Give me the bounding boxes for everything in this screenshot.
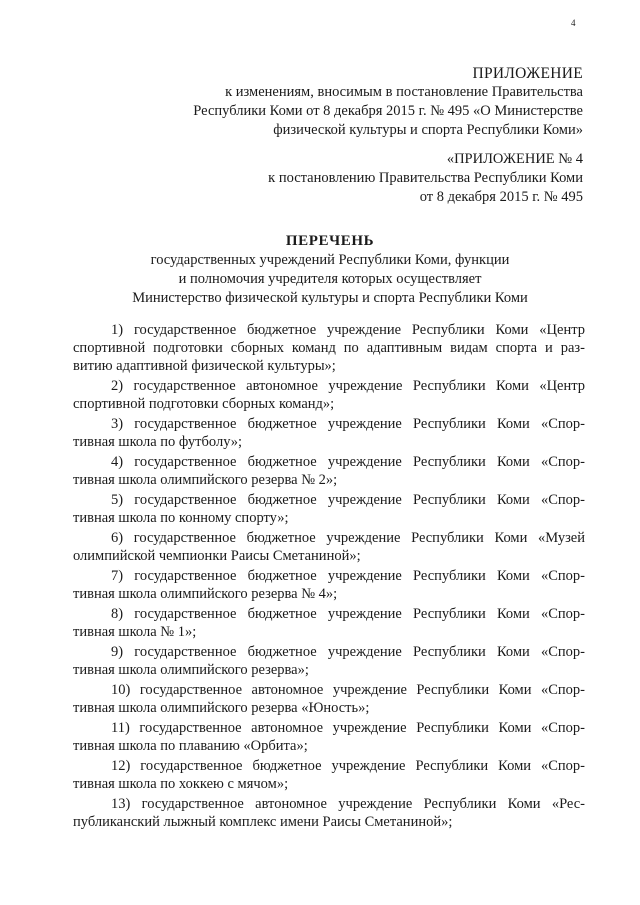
list-item-line: 2) государственное автономное учреждение Республики Коми «Центр [111, 378, 585, 394]
list-item-line: 9) государственное бюджетное учреждение Республики Коми «Спор- [111, 644, 585, 660]
list-item [73, 757, 585, 793]
list-item-line: 10) государственное автономное учреждение Республики Коми «Спор- [111, 682, 585, 698]
list-item [73, 415, 585, 451]
list-item [73, 605, 585, 641]
heading-line: Министерство физической культуры и спорта Республики Коми [132, 290, 528, 306]
list-item-line: тивная школа олимпийского резерва № 4»; [73, 586, 338, 602]
list-item-line: тивная школа олимпийского резерва № 2»; [73, 472, 338, 488]
appendix-4-line: от 8 декабря 2015 г. № 495 [419, 189, 583, 205]
list-item [73, 377, 585, 413]
list-item-line: 11) государственное автономное учреждение Республики Коми «Спор- [111, 720, 585, 736]
appendix-4-block [150, 150, 583, 207]
list-item-line: 13) государственное автономное учреждение Республики Коми «Рес- [111, 796, 585, 812]
heading-line: государственных учреждений Республики Коми, функции [150, 252, 510, 268]
appendix-4-title: «ПРИЛОЖЕНИЕ № 4 [446, 151, 583, 167]
list-heading [60, 232, 600, 308]
list-item [73, 567, 585, 603]
list-item [73, 453, 585, 489]
list-item [73, 681, 585, 717]
list-item-line: 5) государственное бюджетное учреждение Республики Коми «Спор- [111, 492, 585, 508]
list-item-line: 8) государственное бюджетное учреждение Республики Коми «Спор- [111, 606, 585, 622]
list-item-line: 3) государственное бюджетное учреждение Республики Коми «Спор- [111, 416, 585, 432]
page-number: 4 [571, 18, 576, 28]
list-item-line: спортивной подготовки сборных команд по адаптивным видам спорта и раз- [73, 340, 585, 356]
appendix-line: Республики Коми от 8 декабря 2015 г. № 495 «О Министерстве [193, 103, 583, 119]
list-item-line: тивная школа по конному спорту»; [73, 510, 289, 526]
list-item-line: тивная школа олимпийского резерва «Юность»; [73, 700, 370, 716]
appendix-block [150, 64, 583, 140]
appendix-line: физической культуры и спорта Республики Коми» [273, 122, 583, 138]
appendix-title: ПРИЛОЖЕНИЕ [472, 65, 583, 82]
appendix-4-line: к постановлению Правительства Республики Коми [268, 170, 583, 186]
list-item [73, 529, 585, 565]
list-item-line: публиканский лыжный комплекс имени Раисы Сметаниной»; [73, 814, 453, 830]
heading-title: ПЕРЕЧЕНЬ [285, 233, 375, 249]
list-item [73, 491, 585, 527]
list-item-line: тивная школа по плаванию «Орбита»; [73, 738, 308, 754]
list-item-line: спортивной подготовки сборных команд»; [73, 396, 335, 412]
list-item-line: тивная школа по хоккею с мячом»; [73, 776, 289, 792]
list-item [73, 795, 585, 831]
institution-list [73, 321, 585, 833]
list-item [73, 719, 585, 755]
list-item-line: 6) государственное бюджетное учреждение Республики Коми «Музей [111, 530, 585, 546]
list-item [73, 643, 585, 679]
list-item-line: 12) государственное бюджетное учреждение Республики Коми «Спор- [111, 758, 585, 774]
list-item-line: витию адаптивной физической культуры»; [73, 358, 336, 374]
list-item-line: 1) государственное бюджетное учреждение Республики Коми «Центр [111, 322, 585, 338]
list-item-line: тивная школа олимпийского резерва»; [73, 662, 309, 678]
heading-line: и полномочия учредителя которых осуществляет [178, 271, 482, 287]
list-item-line: олимпийской чемпионки Раисы Сметаниной»; [73, 548, 361, 564]
list-item-line: 4) государственное бюджетное учреждение Республики Коми «Спор- [111, 454, 585, 470]
list-item-line: тивная школа № 1»; [73, 624, 197, 640]
list-item-line: 7) государственное бюджетное учреждение Республики Коми «Спор- [111, 568, 585, 584]
list-item [73, 321, 585, 375]
list-item-line: тивная школа по футболу»; [73, 434, 243, 450]
appendix-line: к изменениям, вносимым в постановление Правительства [225, 84, 583, 100]
